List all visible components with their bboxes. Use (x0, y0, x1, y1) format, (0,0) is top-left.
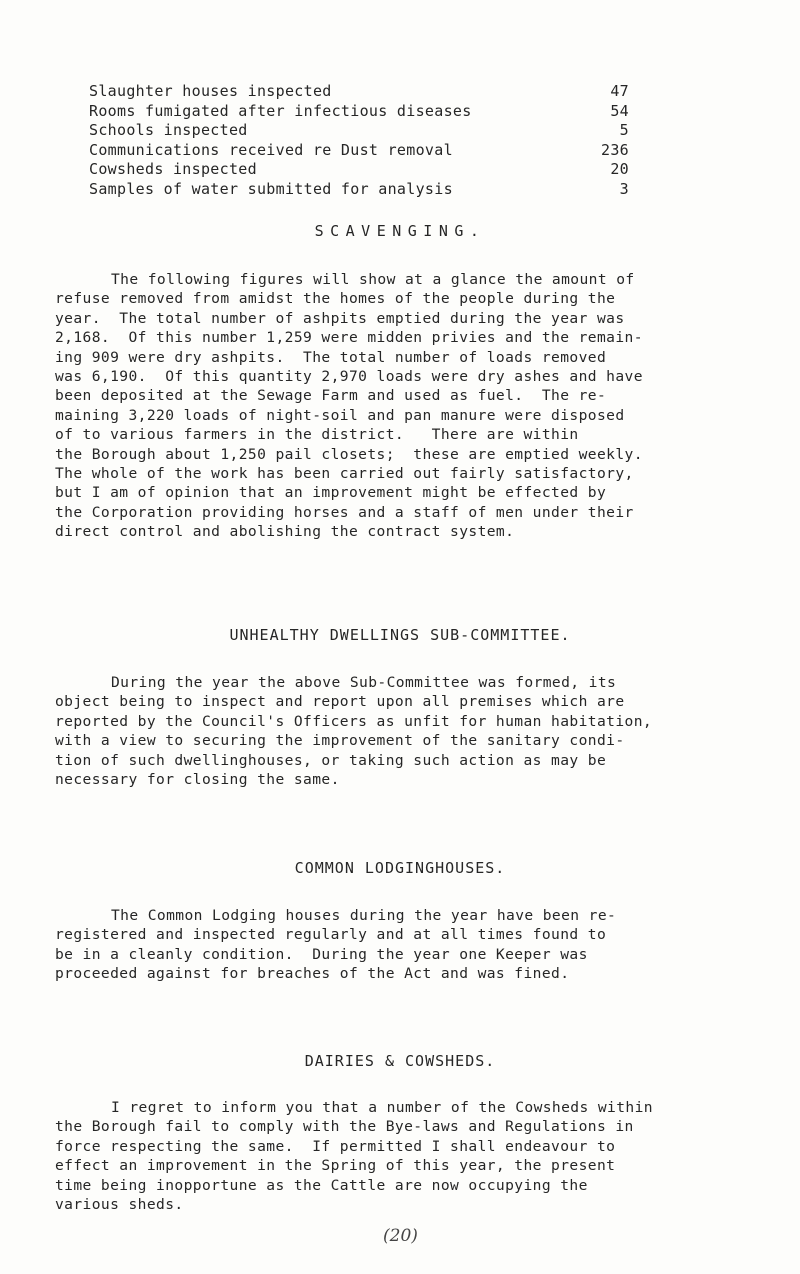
stat-value: 3 (619, 179, 629, 198)
paragraph-line: direct control and abolishing the contract system. (55, 523, 515, 541)
paragraph-line: reported by the Council's Officers as unfit for human habitation, (55, 712, 653, 730)
stat-value: 236 (601, 140, 629, 159)
paragraph-line: various sheds. (55, 1196, 184, 1214)
stat-row (89, 82, 629, 102)
unhealthy-dwellings-paragraph (55, 673, 745, 789)
paragraph-line: the Borough fail to comply with the Bye-laws and Regulations in (55, 1118, 634, 1136)
paragraph-line: force respecting the same. If permitted I shall endeavour to (55, 1137, 616, 1155)
paragraph-line: tion of such dwellinghouses, or taking such action as may be (55, 751, 607, 769)
paragraph-line: refuse removed from amidst the homes of the people during the (55, 290, 616, 308)
stat-value: 20 (610, 160, 629, 178)
stat-row (89, 160, 629, 180)
stat-row (89, 141, 629, 161)
paragraph-line: ing 909 were dry ashpits. The total number of loads removed (55, 348, 607, 366)
paragraph-line: been deposited at the Sewage Farm and used as fuel. The re- (55, 387, 607, 405)
paragraph-line: was 6,190. Of this quantity 2,970 loads were dry ashes and have (55, 368, 643, 386)
stat-row (89, 180, 629, 200)
paragraph-line: effect an improvement in the Spring of this year, the present (55, 1157, 616, 1175)
paragraph-line: with a view to securing the improvement of the sanitary condi- (55, 732, 625, 750)
stat-label: Schools inspected (89, 121, 248, 139)
statistics-list (89, 82, 629, 199)
stat-value: 54 (610, 101, 629, 120)
paragraph-line: object being to inspect and report upon all premises which are (55, 693, 625, 711)
paragraph-line: registered and inspected regularly and at all times found to (55, 926, 607, 944)
scavenging-heading: SCAVENGING. (314, 222, 486, 240)
paragraph-line: necessary for closing the same. (55, 771, 340, 789)
paragraph-line: proceeded against for breaches of the Act and was fined. (55, 965, 570, 983)
paragraph-line: of to various farmers in the district. There are within (55, 426, 579, 444)
stat-label: Communications received re Dust removal (89, 140, 453, 159)
paragraph-line: maining 3,220 loads of night-soil and pan manure were disposed (55, 406, 625, 424)
stat-label: Rooms fumigated after infectious diseases (89, 101, 472, 120)
lodging-houses-heading: COMMON LODGINGHOUSES. (294, 859, 506, 877)
paragraph-line: The following figures will show at a glance the amount of (111, 271, 635, 288)
lodging-houses-paragraph (55, 906, 745, 984)
stat-label: Slaughter houses inspected (89, 82, 332, 100)
paragraph-line: During the year the above Sub-Committee was formed, its (111, 674, 617, 691)
paragraph-line: year. The total number of ashpits emptied during the year was (55, 309, 625, 327)
paragraph-line: 2,168. Of this number 1,259 were midden privies and the remain- (55, 329, 643, 347)
paragraph-line: the Borough about 1,250 pail closets; these are emptied weekly. (55, 445, 643, 463)
dairies-paragraph (55, 1098, 745, 1214)
stat-row (89, 102, 629, 122)
stat-label: Samples of water submitted for analysis (89, 179, 453, 198)
stat-value: 5 (619, 121, 629, 139)
paragraph-line: time being inopportune as the Cattle are now occupying the (55, 1176, 588, 1194)
paragraph-line: but I am of opinion that an improvement might be effected by (55, 484, 607, 502)
paragraph-line: I regret to inform you that a number of the Cowsheds within (111, 1099, 653, 1116)
paragraph-line: The whole of the work has been carried out fairly satisfactory, (55, 465, 634, 483)
page-number: (20) (383, 1226, 418, 1246)
unhealthy-dwellings-heading: UNHEALTHY DWELLINGS SUB-COMMITTEE. (229, 626, 571, 644)
stat-value: 47 (610, 82, 629, 100)
scavenging-paragraph (55, 270, 745, 542)
stat-label: Cowsheds inspected (89, 160, 257, 178)
paragraph-line: be in a cleanly condition. During the year one Keeper was (55, 945, 588, 963)
paragraph-line: The Common Lodging houses during the year have been re- (111, 907, 617, 924)
paragraph-line: the Corporation providing horses and a staff of men under their (55, 503, 634, 521)
dairies-heading: DAIRIES & COWSHEDS. (304, 1052, 496, 1070)
stat-row (89, 121, 629, 141)
